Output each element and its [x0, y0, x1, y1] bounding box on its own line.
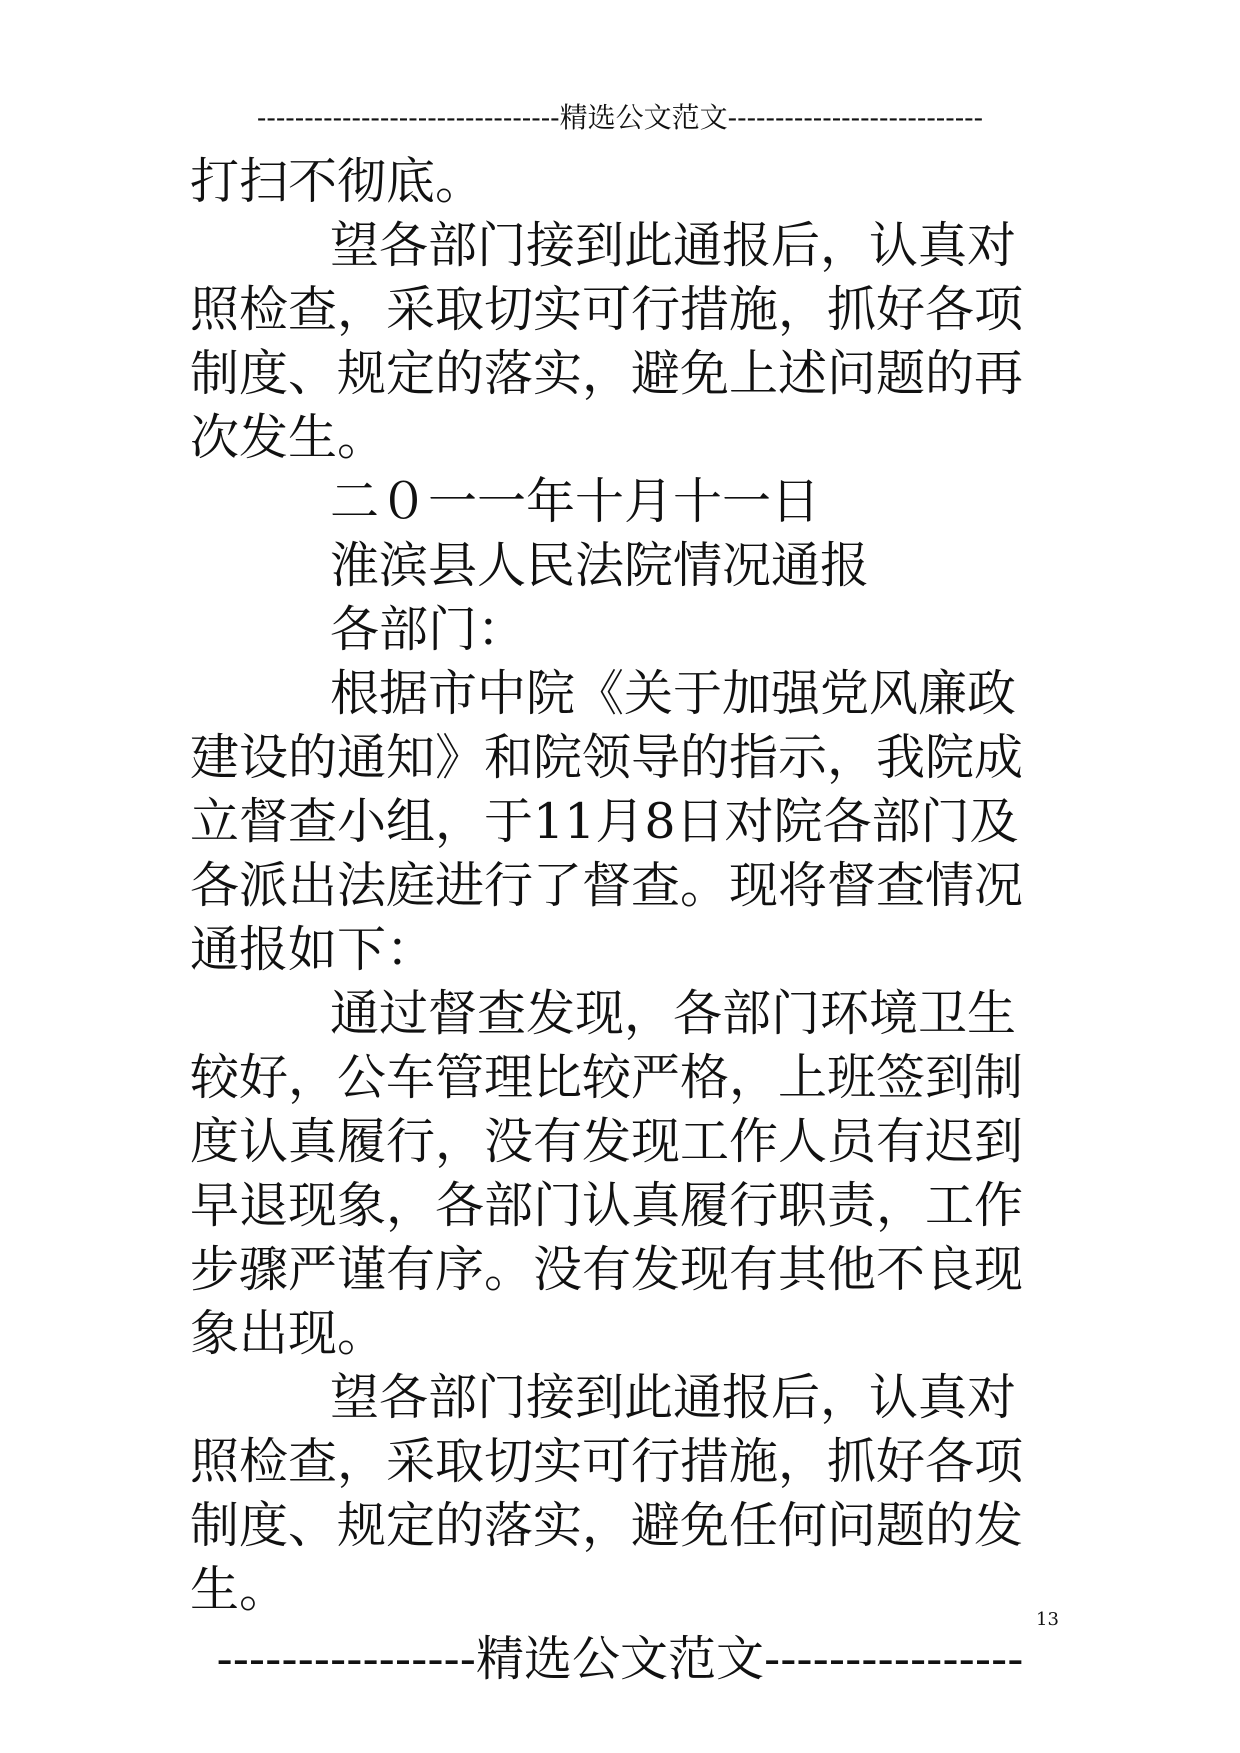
page-number: 13	[1036, 1609, 1059, 1630]
document-body	[190, 150, 1060, 1622]
salutation: 各部门：	[330, 601, 527, 658]
page-footer: ----------------精选公文范文----------------	[216, 1631, 1024, 1687]
paragraph-cleaning-note: 打扫不彻底。	[190, 153, 485, 210]
paragraph-request-first: 望各部门接到此通报后，认真对照检查，采取切实可行措施，抓好各项制度、规定的落实，避免上述问题的再次发生。	[190, 217, 1024, 466]
paragraph-findings: 通过督查发现，各部门环境卫生较好，公车管理比较严格，上班签到制度认真履行，没有发现工作人员有迟到早退现象，各部门认真履行职责，工作步骤严谨有序。没有发现有其他不良现象出现。	[190, 985, 1024, 1362]
document-date: 二０一一年十月十一日	[330, 473, 821, 530]
page-header: --------------------------------精选公文范文---------------------------	[256, 101, 984, 134]
document-title: 淮滨县人民法院情况通报	[330, 537, 870, 594]
paragraph-request-final: 望各部门接到此通报后，认真对照检查，采取切实可行措施，抓好各项制度、规定的落实，避免任何问题的发生。	[190, 1369, 1024, 1618]
paragraph-background: 根据市中院《关于加强党风廉政建设的通知》和院领导的指示，我院成立督查小组，于11月8日对院各部门及各派出法庭进行了督查。现将督查情况通报如下：	[190, 665, 1024, 978]
